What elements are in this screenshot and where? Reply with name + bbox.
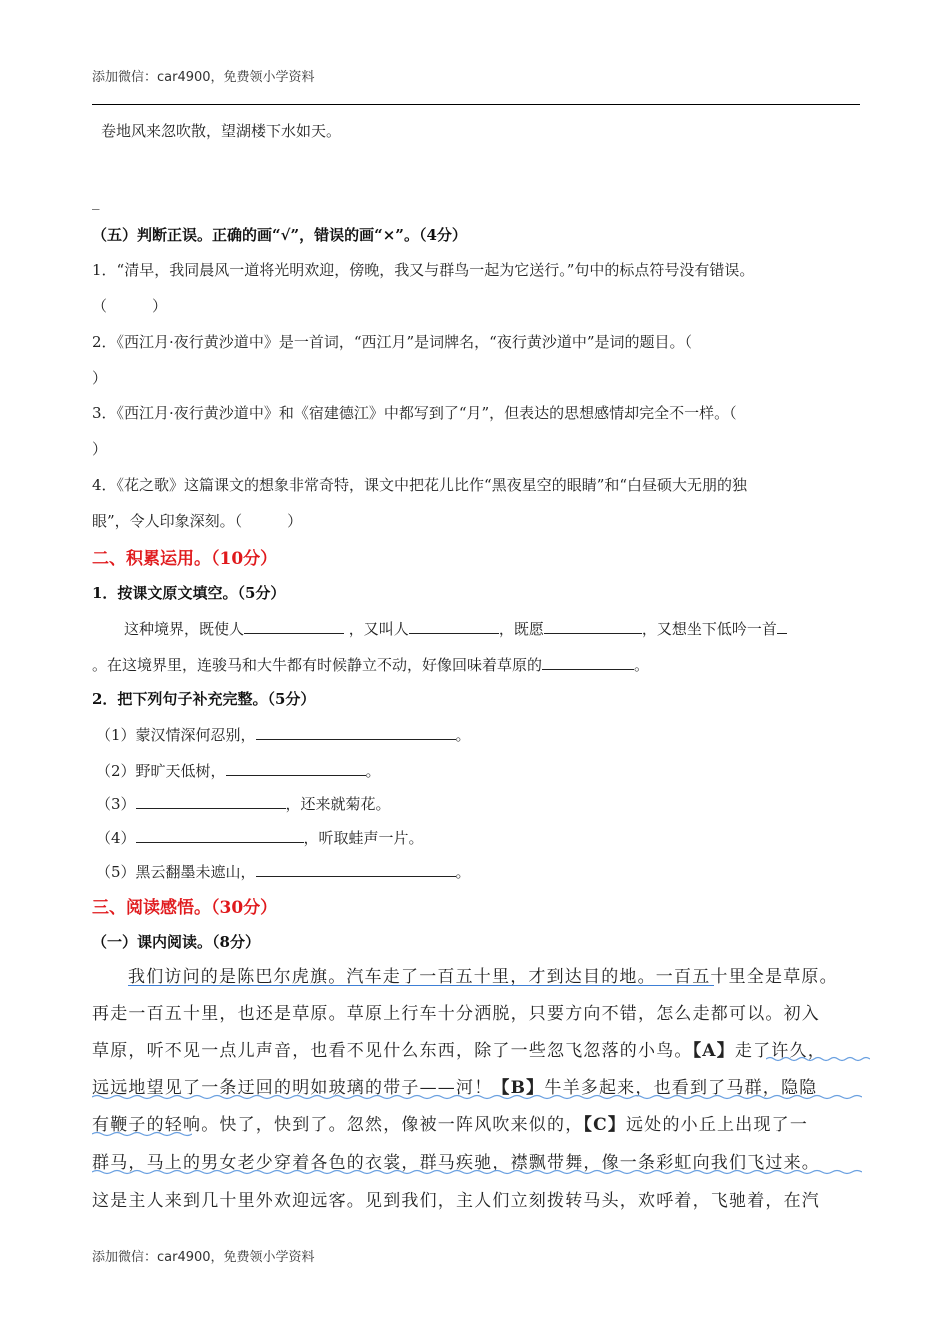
- reading-line-6: 群马，马上的男女老少穿着各色的衣裳，群马疾驰，襟飘带舞，像一条彩虹向我们飞过来。: [92, 1153, 820, 1173]
- fill-text-c: ，既愿: [498, 620, 544, 638]
- sentence-3: [96, 792, 391, 814]
- wavy-underline-5: [92, 1131, 192, 1137]
- fill-line-2: [92, 653, 649, 675]
- s5-q2-line2: ）: [92, 369, 108, 387]
- fill-text-f: 。: [634, 656, 650, 674]
- sentence-4-end: ，听取蛙声一片。: [303, 829, 424, 847]
- fill-text-b: ，又叫人: [348, 620, 409, 638]
- sentence-2-blank[interactable]: [226, 759, 366, 776]
- reading-line-5: [92, 1110, 808, 1135]
- reading-line-4-text: 远远地望见了一条迂回的明如玻璃的带子——河！: [92, 1078, 493, 1098]
- fill-text-d: ，又想坐下低吟一首: [641, 620, 777, 638]
- sentence-5: [96, 860, 471, 882]
- sentence-1-blank[interactable]: [256, 723, 456, 740]
- sentence-2-text: （2）野旷天低树，: [96, 762, 226, 780]
- sentence-3-blank[interactable]: [136, 792, 286, 809]
- header-rule: [92, 104, 860, 105]
- marker-c: 【C】: [583, 1115, 627, 1135]
- section5-title: （五）判断正误。正确的画“√”，错误的画“×”。（4分）: [92, 226, 467, 244]
- footer-note: 添加微信：car4900，免费领小学资料: [92, 1250, 315, 1265]
- fill-text-e: 。在这境界里，连骏马和大牛都有时候静立不动，好像回味着草原的: [92, 656, 543, 674]
- sentence-3-end: ，还来就菊花。: [285, 795, 391, 813]
- part3-title: 三、阅读感悟。（30分）: [92, 898, 278, 918]
- reading-line-5-tail: 远处的小丘上出现了一: [626, 1115, 809, 1135]
- reading-line-3: [92, 1036, 826, 1061]
- reading-line-2: 再走一百五十里，也还是草原。草原上行车十分洒脱，只要方向不错，怎么走都可以。初入: [92, 1004, 820, 1024]
- part2-title: 二、积累运用。（10分）: [92, 549, 278, 569]
- sentence-4-blank[interactable]: [136, 826, 304, 843]
- sentence-3-text: （3）: [96, 795, 136, 813]
- marker-a: 【A】: [692, 1041, 735, 1061]
- sentence-5-end: 。: [455, 863, 471, 881]
- underline-line-1: [128, 985, 714, 986]
- sentence-4: [96, 826, 424, 848]
- header-note: 添加微信：car4900，免费领小学资料: [92, 70, 315, 85]
- s5-q1-line1: 1．“清早，我同晨风一道将光明欢迎，傍晚，我又与群鸟一起为它送行。”句中的标点符号没有错误。: [92, 261, 755, 279]
- sentence-1-end: 。: [455, 726, 471, 744]
- fill-line-1: [124, 617, 787, 639]
- reading-line-3-tail: 走了许久，: [734, 1041, 826, 1061]
- fill-blank-3[interactable]: [544, 617, 642, 634]
- fill-blank-2[interactable]: [409, 617, 499, 634]
- wavy-underline-4: [92, 1094, 862, 1100]
- s5-q1-line2: （ ）: [92, 297, 168, 315]
- sentence-1: [96, 723, 471, 745]
- reading-line-5-text: 有鞭子的轻响。快了，快到了。忽然，像被一阵风吹来似的，: [92, 1115, 584, 1135]
- sentence-5-text: （5）黑云翻墨未遮山，: [96, 863, 256, 881]
- sentence-2-end: 。: [365, 762, 381, 780]
- reading-subtitle: （一）课内阅读。（8分）: [92, 933, 260, 951]
- wavy-underline-6: [92, 1169, 862, 1175]
- poem-line: 卷地风来忽吹散，望湖楼下水如天。: [101, 122, 342, 140]
- wavy-underline-3: [766, 1056, 870, 1062]
- s5-q3-line1: 3．《西江月·夜行黄沙道中》和《宿建德江》中都写到了“月”，但表达的思想感情却完全不一样。（: [92, 404, 737, 422]
- fill-blank-1[interactable]: [244, 617, 344, 634]
- sentence-4-text: （4）: [96, 829, 136, 847]
- reading-line-7: 这是主人来到几十里外欢迎远客。见到我们，主人们立刻拨转马头，欢呼着，飞驰着，在汽: [92, 1191, 820, 1211]
- marker-b: 【B】: [492, 1078, 545, 1098]
- s5-q3-line2: ）: [92, 440, 108, 458]
- dash-mark: _: [92, 192, 100, 210]
- s5-q2-line1: 2．《西江月·夜行黄沙道中》是一首词，“西江月”是词牌名，“夜行黄沙道中”是词的题目。（: [92, 333, 692, 351]
- reading-line-4-tail: 牛羊多起来，也看到了马群，隐隐: [544, 1078, 818, 1098]
- fill-blank-4[interactable]: [777, 617, 787, 634]
- part2-q1-title: 1．按课文原文填空。（5分）: [92, 584, 286, 602]
- sentence-5-blank[interactable]: [256, 860, 456, 877]
- sentence-1-text: （1）蒙汉情深何忍别，: [96, 726, 256, 744]
- fill-blank-5[interactable]: [542, 653, 634, 670]
- s5-q4-line1: 4．《花之歌》这篇课文的想象非常奇特，课文中把花儿比作“黑夜星空的眼睛”和“白昼硕大无朋的独: [92, 476, 748, 494]
- reading-line-3-text: 草原，听不见一点儿声音，也看不见什么东西，除了一些忽飞忽落的小鸟。: [92, 1041, 693, 1061]
- part2-q2-title: 2．把下列句子补充完整。（5分）: [92, 690, 316, 708]
- fill-text-a: 这种境界，既使人: [124, 620, 245, 638]
- s5-q4-line2: 眼”，令人印象深刻。（ ）: [92, 512, 303, 530]
- reading-line-1: 我们访问的是陈巴尔虎旗。汽车走了一百五十里，才到达目的地。一百五十里全是草原。: [128, 967, 838, 987]
- sentence-2: [96, 759, 381, 781]
